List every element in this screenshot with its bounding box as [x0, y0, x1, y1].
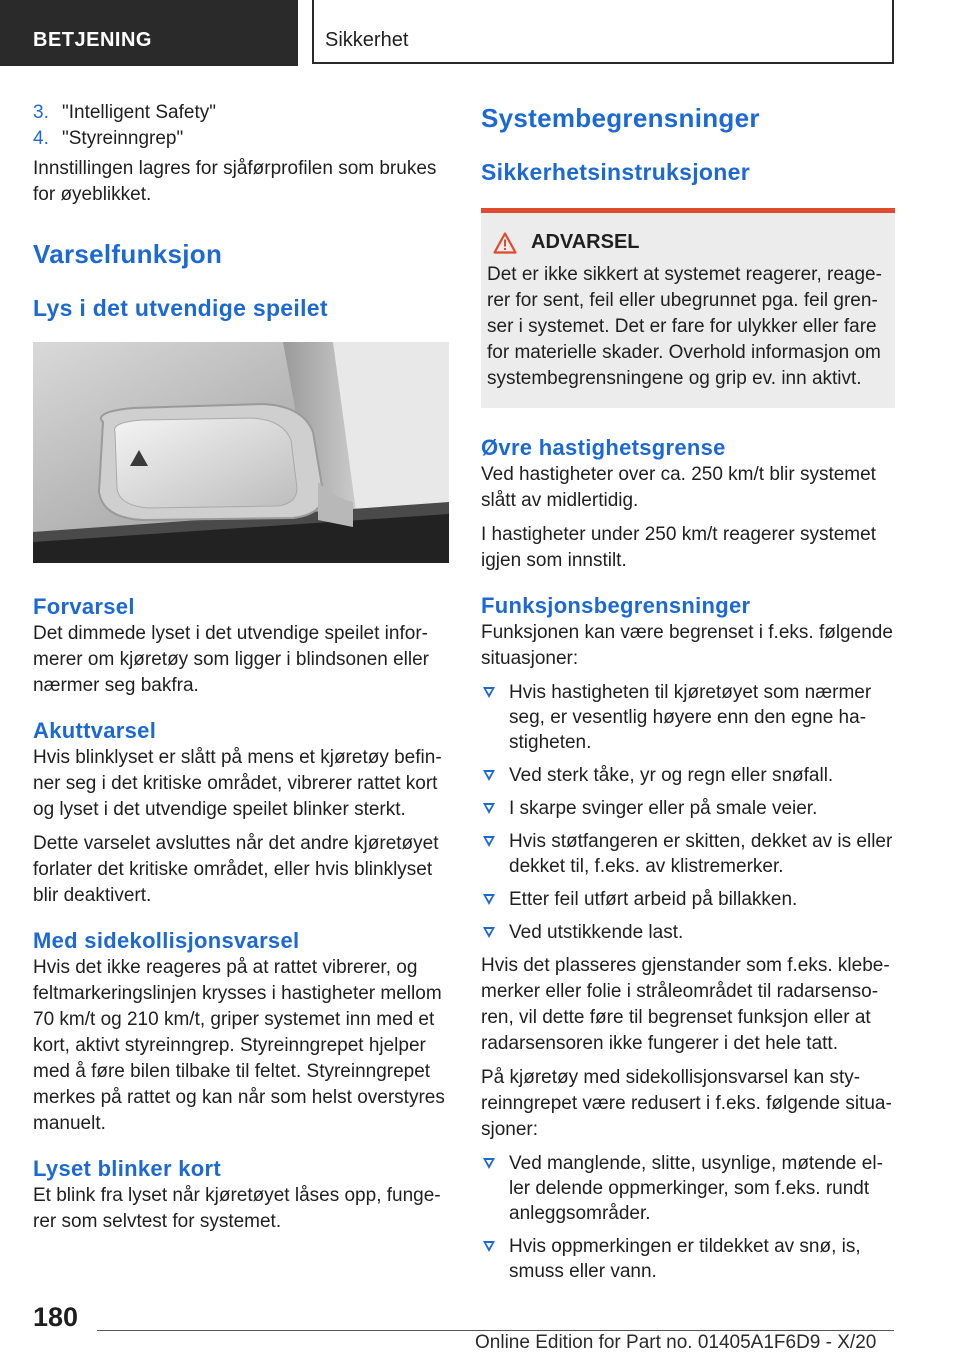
warning-box	[481, 208, 895, 408]
limitation-list	[481, 680, 895, 945]
list-item: I skarpe svinger eller på smale veier.	[481, 796, 895, 821]
footer-divider	[97, 1330, 894, 1331]
radar-paragraph: Hvis det plasseres gjenstander som f.eks. klebemerker eller folie i stråleområdet til radarsensoren, vil dette føre til begrenset funksjon eller at radarsensoren ikke fungerer i det hele tatt.	[481, 955, 890, 1054]
side-mirror-illustration	[33, 342, 449, 563]
step-item	[33, 100, 449, 126]
step-number: 4.	[33, 128, 49, 149]
section-title: BETJENING	[33, 29, 152, 51]
bullet-triangle-icon	[483, 1241, 495, 1252]
bullet-triangle-icon	[483, 927, 495, 938]
funk-paragraph: Funksjonen kan være begrenset i f.eks. følgende situasjoner:	[481, 622, 893, 669]
chapter-title: Sikkerhet	[325, 29, 409, 51]
section-tab	[0, 0, 298, 66]
heading-ovre-hastighetsgrense: Øvre hastighetsgrense	[481, 435, 726, 460]
left-column	[33, 100, 449, 1243]
step-number: 3.	[33, 102, 49, 123]
heading-lyset-blinker: Lyset blinker kort	[33, 1156, 221, 1181]
bullet-triangle-icon	[483, 687, 495, 698]
step-text: "Intelligent Safety"	[62, 102, 216, 123]
heading-funksjonsbegrensninger: Funksjonsbegrensninger	[481, 593, 751, 618]
list-item: Ved utstikkende last.	[481, 920, 895, 945]
lyset-blinker-paragraph: Et blink fra lyset når kjøretøyet låses opp, fungerer som selvtest for systemet.	[33, 1185, 441, 1232]
heading-lys-speilet: Lys i det utvendige speilet	[33, 295, 328, 321]
akuttvarsel-paragraph-1: Hvis blinklyset er slått på mens et kjøretøy befinner seg i det kritiske området, vibrerer rattet kort og lyset i det utvendige speilet blinker sterkt.	[33, 747, 442, 820]
forvarsel-paragraph: Det dimmede lyset i det utvendige speilet informerer om kjøretøy som ligger i blindsonen eller nærmer seg bakfra.	[33, 623, 429, 696]
heading-forvarsel: Forvarsel	[33, 594, 135, 619]
list-item: Hvis oppmerkingen er tildekket av snø, is, smuss eller vann.	[481, 1234, 895, 1284]
heading-varselfunksjon: Varselfunksjon	[33, 239, 223, 269]
page-number: 180	[33, 1302, 79, 1332]
bullet-triangle-icon	[483, 803, 495, 814]
step-item	[33, 126, 449, 152]
list-item: Ved manglende, slitte, usynlige, møtende eller delende oppmerkinger, som f.eks. rundt anleggsområder.	[481, 1151, 895, 1226]
list-item: Ved sterk tåke, yr og regn eller snøfall.	[481, 763, 895, 788]
warning-title	[493, 231, 889, 254]
heading-systembegrensninger: Systembegrensninger	[481, 103, 760, 133]
list-item: Hvis støtfangeren er skitten, dekket av is eller dekket til, f.eks. av klistremerker.	[481, 829, 895, 879]
heading-sidekollisjonsvarsel: Med sidekollisjonsvarsel	[33, 928, 300, 953]
warning-triangle-icon	[493, 232, 517, 254]
warning-text: Det er ikke sikkert at systemet reagerer, reagerer for sent, feil eller ubegrunnet pga. feil grenser i systemet. Det er fare for ulykker eller fare for materielle skader. Overhold informasjon om systembegrensningene og grip ev. inn aktivt.	[487, 264, 882, 389]
list-item: Etter feil utført arbeid på billakken.	[481, 887, 895, 912]
sidekollisjonsvarsel-paragraph: Hvis det ikke reageres på at rattet vibrerer, og feltmarkeringslinjen krysses i hastigheter mellom 70 km/t og 210 km/t, griper systemet inn med et kort, aktivt styreinngrep. Styreinngrepet hjelper med å føre bilen tilbake til feltet. Styreinngrepet merkes på rattet og kan når som helst overstyres manuelt.	[33, 957, 445, 1134]
heading-sikkerhetsinstruksjoner: Sikkerhetsinstruksjoner	[481, 159, 750, 185]
bullet-triangle-icon	[483, 1158, 495, 1169]
bullet-triangle-icon	[483, 770, 495, 781]
page-header	[0, 0, 960, 66]
intro-paragraph: Innstillingen lagres for sjåførprofilen som brukes for øyeblikket.	[33, 158, 437, 205]
heading-akuttvarsel: Akuttvarsel	[33, 718, 157, 743]
warning-label: ADVARSEL	[531, 231, 640, 253]
bullet-triangle-icon	[483, 836, 495, 847]
list-item: Hvis hastigheten til kjøretøyet som nærmer seg, er vesentlig høyere enn den egne hastigheten.	[481, 680, 895, 755]
bullet-triangle-icon	[483, 894, 495, 905]
chapter-tab	[312, 0, 894, 64]
steering-limitation-list	[481, 1151, 895, 1284]
edition-note: Online Edition for Part no. 01405A1F6D9 - X/20	[475, 1332, 877, 1353]
right-column	[481, 100, 895, 1292]
sidekollisjon-paragraph: På kjøretøy med sidekollisjonsvarsel kan styreinngrepet være redusert i f.eks. følgende situasjoner:	[481, 1067, 892, 1140]
step-text: "Styreinngrep"	[62, 128, 184, 149]
ovre-paragraph-2: I hastigheter under 250 km/t reagerer systemet igjen som innstilt.	[481, 524, 876, 571]
ovre-paragraph-1: Ved hastigheter over ca. 250 km/t blir systemet slått av midlertidig.	[481, 464, 876, 511]
akuttvarsel-paragraph-2: Dette varselet avsluttes når det andre kjøretøyet forlater det kritiske området, eller hvis blinklyset blir deaktivert.	[33, 833, 439, 906]
